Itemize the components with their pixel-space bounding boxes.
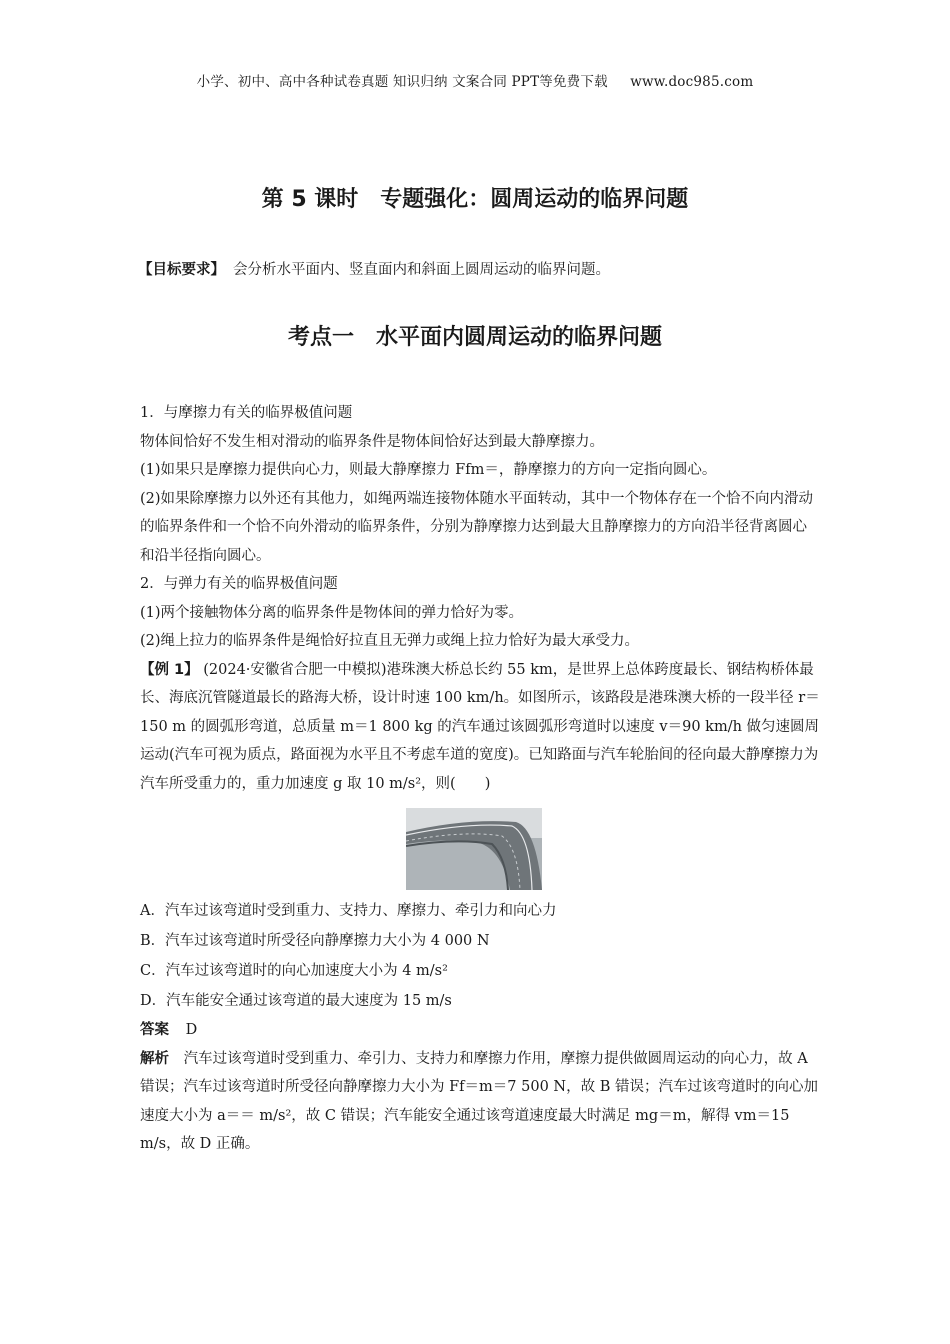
bridge-photo [406, 808, 542, 890]
paragraph: (1)如果只是摩擦力提供向心力，则最大静摩擦力 Ffm＝，静摩擦力的方向一定指向圆心。 [140, 462, 717, 478]
options-list [140, 896, 820, 1016]
answer-value: D [185, 1022, 198, 1038]
paragraph: (1)两个接触物体分离的临界条件是物体间的弹力恰好为零。 [140, 604, 524, 621]
paragraph: 物体间恰好不发生相对滑动的临界条件是物体间恰好达到最大静摩擦力。 [140, 433, 604, 450]
example-source: (2024·安徽省合肥一中模拟) [203, 661, 387, 678]
option-d: D．汽车能安全通过该弯道的最大速度为 15 m/s [140, 993, 452, 1009]
goal-tag: 【目标要求】 [138, 262, 225, 278]
paragraph: 2．与弹力有关的临界极值问题 [140, 576, 338, 592]
answer-label: 答案 [140, 1022, 169, 1038]
goal-line [138, 258, 610, 279]
header-text: 小学、初中、高中各种试卷真题 知识归纳 文案合同 PPT等免费下载 [196, 74, 608, 90]
analysis-label: 解析 [140, 1050, 169, 1067]
example-text: 港珠澳大桥总长约 55 km，是世界上总体跨度最长、钢结构桥体最长、海底沉管隧道最长的路海大桥，设计时速 100 km/h。如图所示，该路段是港珠澳大桥的一段半径 r＝150 m 的圆弧形弯道，总质量 m＝1 800 kg 的汽车通过该圆弧形弯道时以速度 v＝90 km/h 做匀速圆周运动(汽车可视为质点，路面视为水平且不考虑车道的宽度)。已知路面与汽车轮胎间的径向最大静摩擦力为汽车所受重力的，重力加速度 g 取 10 m/s²，则( ) [140, 661, 820, 792]
lesson-title: 第 5 课时 专题强化：圆周运动的临界问题 [261, 187, 689, 212]
option-c: C．汽车过该弯道时的向心加速度大小为 4 m/s² [140, 963, 448, 979]
page-header [0, 70, 950, 90]
option-a: A．汽车过该弯道时受到重力、支持力、摩擦力、牵引力和向心力 [140, 903, 557, 919]
paragraph: (2)如果除摩擦力以外还有其他力，如绳两端连接物体随水平面转动，其中一个物体存在一个恰不向内滑动的临界条件和一个恰不向外滑动的临界条件，分别为静摩擦力达到最大且静摩擦力的方向沿半径背离圆心和沿半径指向圆心。 [140, 490, 814, 564]
option-b: B．汽车过该弯道时所受径向静摩擦力大小为 4 000 N [140, 933, 490, 949]
bridge-illustration [406, 808, 542, 890]
analysis-text: 汽车过该弯道时受到重力、牵引力、支持力和摩擦力作用，摩擦力提供做圆周运动的向心力，故 A 错误；汽车过该弯道时所受径向静摩擦力大小为 Ff＝m＝7 500 N，故 B 错误；汽车过该弯道时的向心加速度大小为 a＝＝ m/s²，故 C 错误；汽车能安全通过该弯道速度最大时满足 mg＝m，解得 vm＝15 m/s，故 D 正确。 [140, 1050, 818, 1152]
main-content [140, 399, 820, 1159]
paragraph: 1．与摩擦力有关的临界极值问题 [140, 405, 353, 421]
paragraph: (2)绳上拉力的临界条件是绳恰好拉直且无弹力或绳上拉力恰好为最大承受力。 [140, 633, 640, 649]
analysis-block [140, 1045, 820, 1159]
answer-line [140, 1016, 820, 1045]
goal-text: 会分析水平面内、竖直面内和斜面上圆周运动的临界问题。 [233, 262, 610, 278]
section-title: 考点一 水平面内圆周运动的临界问题 [287, 325, 662, 350]
example-question [140, 656, 820, 799]
header-site[interactable]: www.doc985.com [630, 74, 754, 90]
example-tag: 【例 1】 [140, 661, 199, 678]
